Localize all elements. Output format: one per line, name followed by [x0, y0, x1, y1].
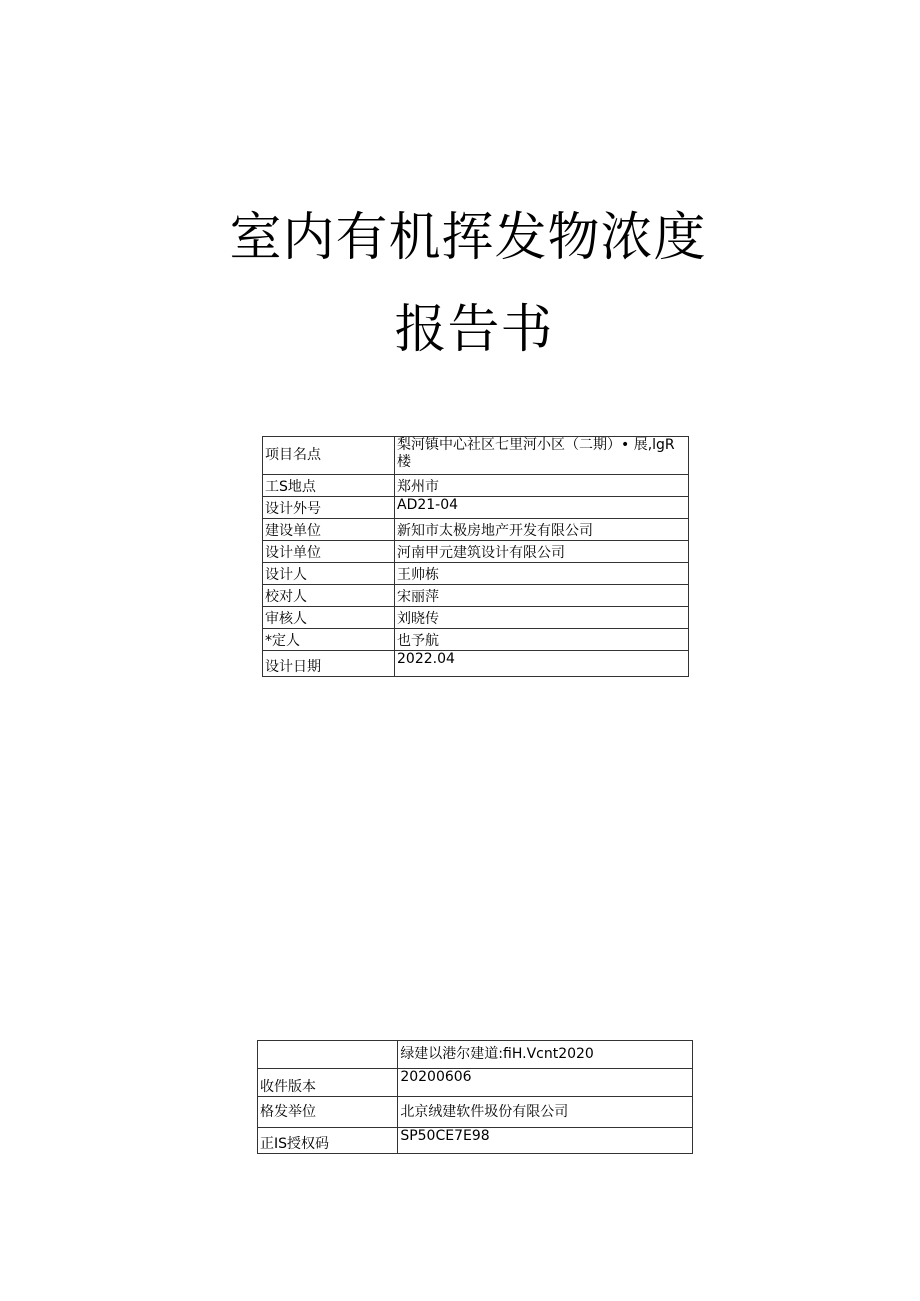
row-value-software-name: 绿建以港尔建道:fiH.Vcnt2020: [398, 1041, 693, 1069]
table-row: [263, 563, 689, 585]
row-value-construction-unit: 新知市太极房地产开发有限公司: [395, 519, 689, 541]
table-row: [258, 1041, 693, 1069]
row-value-issuer: 北京绒建软件圾份有限公司: [398, 1097, 693, 1128]
table-row: [258, 1097, 693, 1128]
table-row: [263, 519, 689, 541]
table-row: [263, 497, 689, 519]
row-value-design-unit: 河南甲元建筑设计有限公司: [395, 541, 689, 563]
row-label-design-number: 设计外号: [263, 497, 395, 519]
row-value-reviewer: 刘晓传: [395, 607, 689, 629]
row-label-software-version: 收件版本: [258, 1069, 398, 1097]
row-value-proofreader: 宋丽萍: [395, 585, 689, 607]
row-value-project-name: 梨河镇中心社区七里河小区（二期）• 展,lgR楼: [395, 437, 689, 475]
table-row: [263, 651, 689, 677]
table-row: [258, 1128, 693, 1154]
row-label-design-unit: 设计单位: [263, 541, 395, 563]
row-value-project-location: 郑州市: [395, 475, 689, 497]
row-value-design-number: AD21-04: [395, 497, 689, 519]
software-info-table: [257, 1040, 693, 1154]
row-value-approver: 也予航: [395, 629, 689, 651]
table-row: [263, 585, 689, 607]
table-row: [258, 1069, 693, 1097]
row-label-construction-unit: 建设单位: [263, 519, 395, 541]
row-label-designer: 设计人: [263, 563, 395, 585]
row-label-proofreader: 校对人: [263, 585, 395, 607]
row-label-project-name: 项目名点: [263, 437, 395, 475]
row-label-issuer: 格发举位: [258, 1097, 398, 1128]
row-value-designer: 王帅栋: [395, 563, 689, 585]
table-row: [263, 607, 689, 629]
row-value-software-version: 20200606: [398, 1069, 693, 1097]
row-label-reviewer: 审核人: [263, 607, 395, 629]
row-label-project-location: 工S地点: [263, 475, 395, 497]
project-info-table: [262, 436, 689, 677]
row-label-approver: *定人: [263, 629, 395, 651]
row-label-design-date: 设计日期: [263, 651, 395, 677]
table-row: [263, 437, 689, 475]
row-value-design-date: 2022.04: [395, 651, 689, 677]
table-row: [263, 475, 689, 497]
report-title: 室内有机挥发物浓度: [229, 208, 707, 268]
report-subtitle: 报告书: [394, 300, 554, 360]
row-label-software-name: [258, 1041, 398, 1069]
table-row: [263, 541, 689, 563]
row-value-license-code: SP50CE7E98: [398, 1128, 693, 1154]
table-row: [263, 629, 689, 651]
row-label-license-code: 正IS授权码: [258, 1128, 398, 1154]
